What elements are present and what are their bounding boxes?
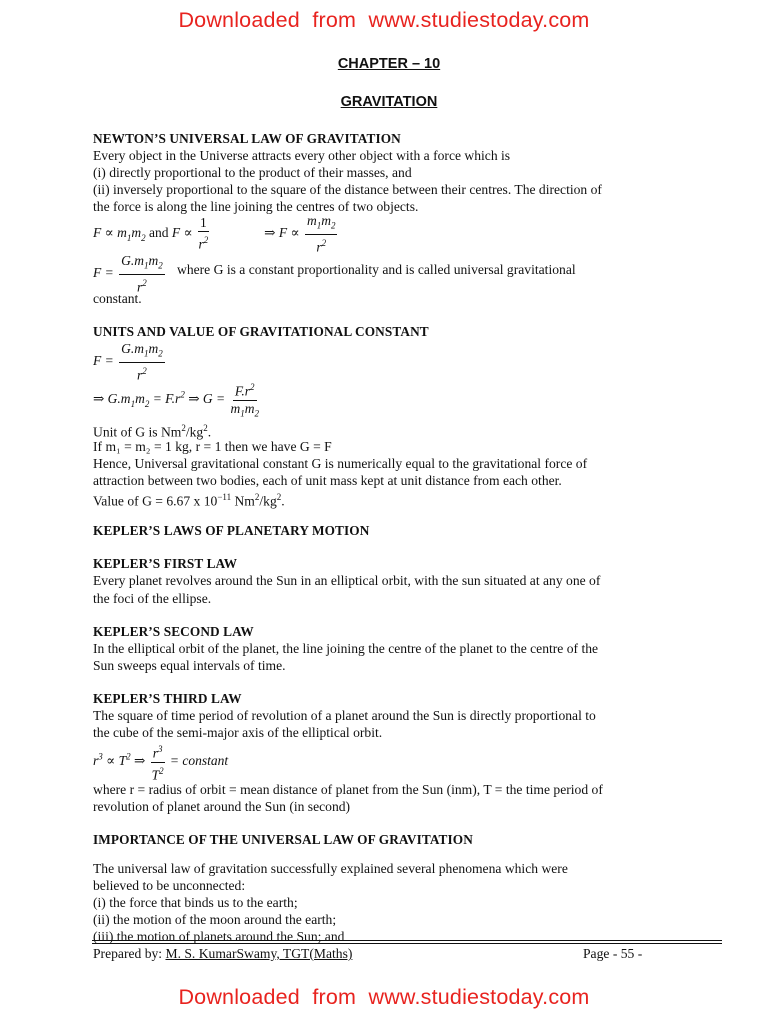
proportionality-equations: $F \propto m_1m_2$ and F ∝ $\frac{1}{r^2}$ ⇒ F ∝ $\frac{m_1m_2}{r^2}$ [93, 213, 336, 255]
footer-page-number: Page - 55 - [583, 946, 643, 961]
heading-keplers-third-law: KEPLER’S THIRD LAW [93, 691, 242, 706]
kepler-third-law-formula: $r^3 \propto T^2$ ⇒ $\frac{r^3}{T^2}$ = constant [93, 744, 229, 782]
heading-newtons-law: NEWTON’S UNIVERSAL LAW OF GRAVITATION [93, 131, 401, 146]
constant-word: constant [182, 753, 229, 769]
value-of-g-line: Value of G = 6.67 x $10^{-11}$ $Nm^2/kg^2$. [93, 492, 285, 509]
s1-line-2: (i) directly proportional to the product of their masses, and [93, 165, 412, 180]
footer-rule-top [92, 940, 722, 941]
third-law-line-1: The square of time period of revolution of a planet around the Sun is directly proportional to [93, 708, 596, 723]
importance-line-1: The universal law of gravitation successfully explained several phenomena which were [93, 861, 568, 876]
page-title: GRAVITATION [340, 94, 438, 110]
third-law-where-1: where r = radius of orbit = mean distance of planet from the Sun (inm), T = the time period of [93, 782, 603, 797]
watermark-bottom: Downloaded from www.studiestoday.com [178, 985, 590, 1009]
formula-f: F = $\frac{G.m_1m_2}{r^2}$ [93, 341, 163, 383]
formula-g-derivation: ⇒ $G.m_1m_2 = F.r^2$ ⇒ G = $\frac{F.r^2}{m_1m_2}$ [93, 382, 259, 419]
hence-line-2: attraction between two bodies, each of unit mass kept at unit distance from each other. [93, 473, 562, 488]
footer-author: M. S. KumarSwamy, TGT(Maths) [165, 946, 353, 961]
if-masses-line: If m₁ = m₂ = 1 kg, r = 1 then we have G = F [93, 439, 332, 454]
s1-line-1: Every object in the Universe attracts every other object with a force which is [93, 148, 511, 163]
heading-keplers-first-law: KEPLER’S FIRST LAW [93, 556, 238, 571]
heading-importance: IMPORTANCE OF THE UNIVERSAL LAW OF GRAVITATION [93, 832, 473, 847]
s1-where-text: where G is a constant proportionality and is called universal gravitational [177, 262, 576, 277]
footer-rule-bottom [92, 943, 722, 944]
s1-line-3: (ii) inversely proportional to the square of the distance between their centres. The direction of [93, 182, 602, 197]
first-law-line-2: the foci of the ellipse. [93, 591, 212, 606]
footer-prepared-by: Prepared by: M. S. KumarSwamy, TGT(Maths) [93, 946, 353, 961]
importance-line-4: (ii) the motion of the moon around the earth; [93, 912, 337, 927]
importance-line-3: (i) the force that binds us to the earth; [93, 895, 298, 910]
first-law-line-1: Every planet revolves around the Sun in an elliptical orbit, with the sun situated at any one of [93, 573, 601, 588]
unit-of-g-line: Unit of G is $Nm^2/kg^2$. [93, 423, 212, 440]
heading-keplers-second-law: KEPLER’S SECOND LAW [93, 624, 254, 639]
importance-line-2: believed to be unconnected: [93, 878, 246, 893]
second-law-line-1: In the elliptical orbit of the planet, the line joining the centre of the planet to the centre of the [93, 641, 599, 656]
heading-units-g: UNITS AND VALUE OF GRAVITATIONAL CONSTANT [93, 324, 429, 339]
importance-line-5: (iii) the motion of planets around the Sun; and [93, 929, 345, 944]
heading-keplers-laws: KEPLER’S LAWS OF PLANETARY MOTION [93, 523, 370, 538]
s1-line-4: the force is along the line joining the centres of two objects. [93, 199, 419, 214]
gravitation-formula: F = $\frac{G.m_1m_2}{r^2}$ [93, 253, 163, 295]
second-law-line-2: Sun sweeps equal intervals of time. [93, 658, 286, 673]
third-law-line-2: the cube of the semi-major axis of the elliptical orbit. [93, 725, 383, 740]
chapter-heading: CHAPTER – 10 [337, 56, 441, 72]
hence-line-1: Hence, Universal gravitational constant G is numerically equal to the gravitational force of [93, 456, 588, 471]
s1-constant-text: constant. [93, 291, 142, 306]
third-law-where-2: revolution of planet around the Sun (in second) [93, 799, 351, 814]
watermark-top: Downloaded from www.studiestoday.com [178, 8, 590, 32]
